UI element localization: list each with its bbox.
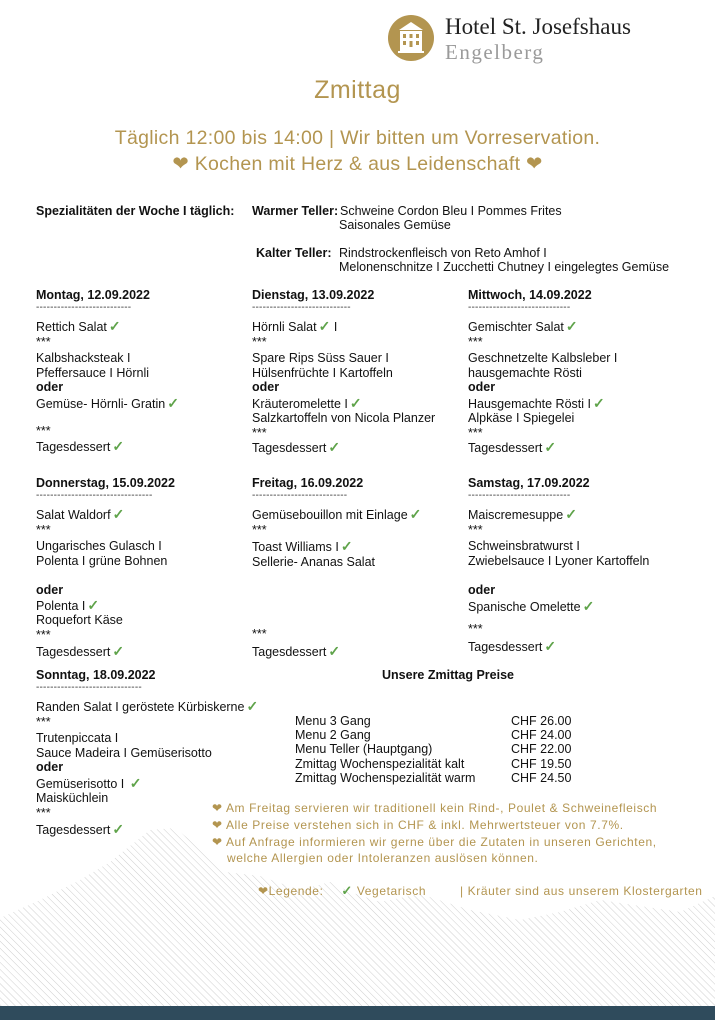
day-heading: Samstag, 17.09.2022: [468, 476, 590, 490]
main-line: Sauce Madeira I Gemüserisotto: [36, 745, 212, 760]
main-line: Maisküchlein: [36, 791, 109, 805]
divider: ---------------------------: [252, 490, 348, 501]
main-line: Sellerie- Ananas Salat: [252, 554, 375, 569]
day-heading: Mittwoch, 14.09.2022: [468, 288, 592, 302]
or-label: oder: [36, 380, 64, 394]
hotel-name: Hotel St. Josefshaus: [445, 14, 631, 39]
or-label: oder: [468, 583, 496, 597]
day-heading: Montag, 12.09.2022: [36, 288, 150, 302]
day-monday: [36, 288, 246, 454]
note-friday: ❤ Am Freitag servieren wir traditionell kein Rind-, Poulet & Schweinefleisch: [212, 801, 658, 815]
main-line: Kräuteromelette I ✓: [252, 394, 362, 411]
main-line: Spanische Omelette ✓: [468, 597, 595, 614]
vegetarian-check-icon: ✓: [112, 506, 125, 522]
dessert: Tagesdessert ✓: [468, 439, 557, 455]
main-line: Gemüserisotto I ✓: [36, 774, 142, 791]
vegetarian-check-icon: ✓: [349, 394, 362, 411]
main-line: Roquefort Käse: [36, 613, 123, 627]
day-tuesday: [252, 288, 462, 456]
separator: ***: [36, 424, 51, 438]
note-prices: ❤ Alle Preise verstehen sich in CHF & inkl. Mehrwertsteuer von 7.7%.: [212, 818, 624, 832]
vegetarian-check-icon: ✓: [112, 643, 125, 659]
price-row: Zmittag Wochenspezialität warm CHF 24.50: [295, 770, 572, 785]
separator: ***: [36, 522, 51, 537]
divider: -----------------------------: [468, 302, 571, 313]
price-list: [295, 714, 595, 785]
separator: ***: [252, 522, 267, 537]
separator: ***: [468, 622, 483, 636]
note-allergies: ❤ Auf Anfrage informieren wir gerne über die Zutaten in unseren Gerichten,: [212, 835, 657, 849]
vegetarian-check-icon: ✓: [167, 394, 179, 411]
heart-icon: ❤: [212, 835, 223, 849]
slogan: [0, 152, 715, 176]
vegetarian-check-icon: ✓: [246, 698, 259, 714]
day-wednesday: [468, 288, 678, 456]
separator: ***: [36, 805, 51, 820]
divider: ----------------------------: [252, 302, 351, 313]
vegetarian-check-icon: ✓: [544, 637, 557, 654]
day-heading: Sonntag, 18.09.2022: [36, 668, 156, 682]
hotel-logo-icon: [387, 14, 435, 62]
warm-plate-line1: Schweine Cordon Bleu I Pommes Frites: [340, 204, 562, 218]
legend: ❤Legende: ✓ Vegetarisch | Kräuter sind aus unserem Klostergarten: [258, 883, 703, 898]
opening-hours: Täglich 12:00 bis 14:00 | Wir bitten um Vorreservation.: [114, 127, 601, 149]
price-row: Menu 2 Gang CHF 24.00: [295, 728, 572, 743]
starter: Maiscremesuppe ✓: [468, 506, 577, 522]
starter: Hörnli Salat ✓ I: [252, 318, 338, 334]
heart-icon: ❤: [212, 801, 223, 815]
footer-bar: [0, 1006, 715, 1020]
vegetarian-check-icon: ✓: [328, 439, 341, 455]
main-line: Zwiebelsauce I Lyoner Kartoffeln: [468, 553, 650, 568]
vegetarian-check-icon: ✓: [565, 318, 578, 334]
heart-icon: ❤: [212, 818, 223, 832]
main-line: Salzkartoffeln von Nicola Planzer: [252, 411, 436, 425]
or-label: oder: [36, 760, 64, 774]
main-line: Trutenpiccata I: [36, 731, 119, 745]
separator: ***: [252, 334, 267, 349]
starter: Salat Waldorf ✓: [36, 506, 125, 522]
main-line: Pfeffersauce I Hörnli: [36, 365, 150, 380]
vegetarian-check-icon: ✓: [318, 318, 331, 334]
note-allergies-line2: welche Allergien oder Intoleranzen auslösen können.: [227, 851, 539, 865]
heart-icon: ❤: [172, 153, 189, 175]
separator: ***: [36, 334, 51, 349]
main-line: Alpkäse I Spiegelei: [468, 411, 575, 425]
vegetarian-check-icon: ✓: [328, 642, 341, 659]
divider: ---------------------------------: [36, 490, 153, 501]
page-title: Zmittag: [314, 76, 401, 104]
dessert: Tagesdessert ✓: [468, 637, 557, 654]
starter: Gemüsebouillon mit Einlage ✓: [252, 506, 422, 522]
main-line: Polenta I grüne Bohnen: [36, 553, 168, 568]
slogan-text: Kochen mit Herz & aus Leidenschaft: [194, 153, 521, 175]
price-row: Zmittag Wochenspezialität kalt CHF 19.50: [295, 756, 572, 771]
separator: ***: [468, 334, 483, 349]
cold-plate-line2: Melonenschnitze I Zucchetti Chutney I eingelegtes Gemüse: [339, 260, 670, 274]
or-label: oder: [252, 380, 280, 394]
prices-heading: Unsere Zmittag Preise: [382, 668, 514, 682]
separator: ***: [252, 627, 267, 641]
main-line: Kalbshacksteak I: [36, 351, 131, 365]
starter: Randen Salat I geröstete Kürbiskerne ✓: [36, 698, 259, 714]
heart-icon: ❤: [258, 884, 269, 898]
main-line: hausgemachte Rösti: [468, 365, 582, 380]
day-thursday: [36, 476, 246, 660]
vegetarian-check-icon: ✓: [409, 506, 422, 522]
main-line: Hausgemachte Rösti I ✓: [468, 394, 605, 411]
vegetarian-check-icon: ✓: [565, 506, 577, 522]
vegetarian-check-icon: ✓: [112, 821, 125, 837]
vegetarian-check-icon: ✓: [544, 439, 557, 455]
separator: ***: [36, 714, 51, 729]
main-line: Geschnetzelte Kalbsleber I: [468, 351, 618, 365]
cold-plate-line1: Rindstrockenfleisch von Reto Amhof I: [339, 246, 547, 260]
vegetarian-check-icon: ✓: [592, 394, 605, 411]
hotel-location: Engelberg: [445, 40, 545, 64]
warm-plate-label: Warmer Teller:: [252, 204, 339, 218]
day-heading: Freitag, 16.09.2022: [252, 476, 364, 490]
vegetarian-check-icon: ✓: [341, 883, 353, 898]
heart-icon: ❤: [526, 153, 543, 175]
divider: ------------------------------: [36, 682, 142, 693]
main-line: Gemüse- Hörnli- Gratin ✓: [36, 394, 179, 411]
day-friday: [252, 476, 462, 659]
vegetarian-check-icon: ✓: [112, 437, 125, 454]
starter: Rettich Salat ✓: [36, 318, 121, 334]
day-heading: Dienstag, 13.09.2022: [252, 288, 375, 302]
price-row: Menu Teller (Hauptgang) CHF 22.00: [295, 742, 572, 757]
dessert: Tagesdessert ✓: [252, 642, 341, 659]
or-label: oder: [468, 380, 496, 394]
separator: ***: [252, 425, 267, 440]
cold-plate-label: Kalter Teller:: [256, 246, 332, 260]
warm-plate-line2: Saisonales Gemüse: [339, 218, 451, 232]
separator: ***: [468, 425, 483, 440]
main-line: Toast Williams I ✓: [252, 538, 353, 554]
main-line: Schweinsbratwurst I: [468, 539, 580, 553]
main-line: Ungarisches Gulasch I: [36, 539, 162, 553]
divider: -----------------------------: [468, 490, 571, 501]
price-row: Menu 3 Gang CHF 26.00: [295, 714, 572, 728]
main-line: Spare Rips Süss Sauer I: [252, 351, 389, 365]
vegetarian-check-icon: ✓: [129, 774, 142, 791]
separator: ***: [468, 522, 483, 537]
dessert: Tagesdessert ✓: [36, 643, 125, 659]
main-line: Polenta I ✓: [36, 596, 100, 613]
day-saturday: [468, 476, 678, 654]
vegetarian-check-icon: ✓: [582, 597, 595, 614]
dessert: Tagesdessert ✓: [36, 821, 125, 837]
divider: ---------------------------: [36, 302, 132, 313]
starter: Gemischter Salat ✓: [468, 318, 578, 334]
dessert: Tagesdessert ✓: [252, 439, 341, 455]
separator: ***: [36, 627, 51, 642]
specials-label: Spezialitäten der Woche I täglich:: [36, 204, 235, 218]
day-heading: Donnerstag, 15.09.2022: [36, 476, 175, 490]
vegetarian-check-icon: ✓: [108, 318, 121, 334]
dessert: Tagesdessert ✓: [36, 437, 125, 454]
main-line: Hülsenfrüchte I Kartoffeln: [252, 365, 393, 380]
or-label: oder: [36, 583, 64, 597]
vegetarian-check-icon: ✓: [340, 538, 353, 554]
vegetarian-check-icon: ✓: [87, 596, 100, 613]
